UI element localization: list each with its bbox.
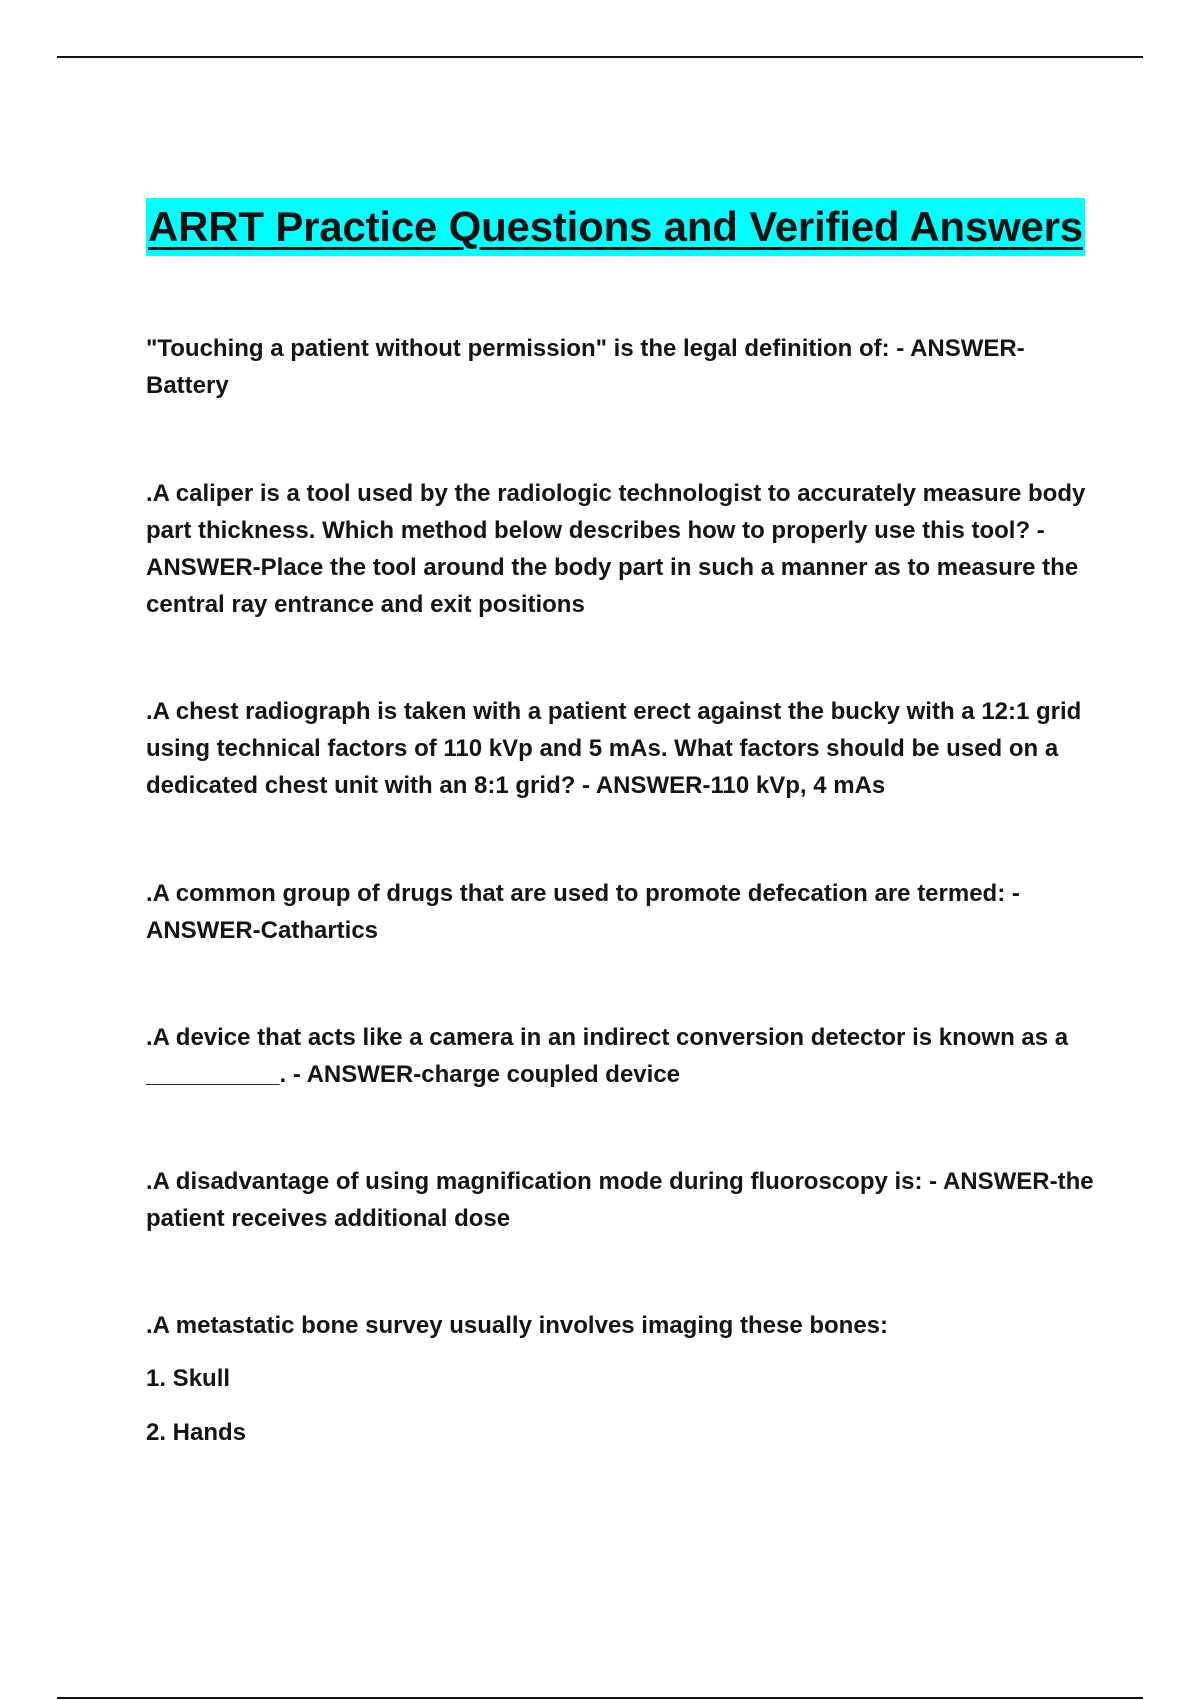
bottom-rule: [57, 1697, 1143, 1699]
qa-entry-3: [146, 693, 1096, 804]
list-item: 2. Hands: [146, 1419, 247, 1446]
top-rule: [57, 56, 1143, 58]
title-block: [146, 198, 1085, 256]
qa-entry-5: [146, 1019, 1096, 1093]
question-text: .A chest radiograph is taken with a patient erect against the bucky with a 12:1 grid using technical factors of 110 kVp and 5 mAs. What factors should be used on a dedicated chest unit with an 8:1 grid? - ANSWER-: [146, 698, 1082, 799]
list-item: 1. Skull: [146, 1365, 231, 1392]
qa-entry-1: [146, 330, 1096, 404]
page-title: ARRT Practice Questions and Verified Answers: [146, 198, 1085, 256]
question-text: "Touching a patient without permission" is the legal definition of: - ANSWER-: [146, 335, 1025, 362]
answer-text: Place the tool around the body part in such a manner as to measure the central ray entrance and exit positions: [146, 554, 1079, 618]
answer-text: Cathartics: [260, 917, 379, 944]
answer-text: the patient receives additional dose: [146, 1168, 1094, 1232]
qa-entry-6: [146, 1163, 1096, 1237]
question-text: .A device that acts like a camera in an indirect conversion detector is known as a __________. - ANSWER-: [146, 1024, 1069, 1088]
question-text: .A metastatic bone survey usually involves imaging these bones:: [146, 1312, 889, 1339]
question-text: .A caliper is a tool used by the radiologic technologist to accurately measure body part thickness. Which method below describes how to properly use this tool? - ANSWER-: [146, 480, 1086, 581]
answer-text: 110 kVp, 4 mAs: [710, 772, 886, 799]
question-text: .A common group of drugs that are used to promote defecation are termed: - ANSWER-: [146, 880, 1020, 944]
answer-text: Battery: [146, 372, 229, 399]
qa-entry-7: [146, 1307, 1096, 1344]
question-text: .A disadvantage of using magnification mode during fluoroscopy is: - ANSWER-: [146, 1168, 1058, 1195]
qa-entry-4: [146, 875, 1096, 949]
qa-entry-2: [146, 475, 1096, 623]
answer-text: charge coupled device: [421, 1061, 681, 1088]
